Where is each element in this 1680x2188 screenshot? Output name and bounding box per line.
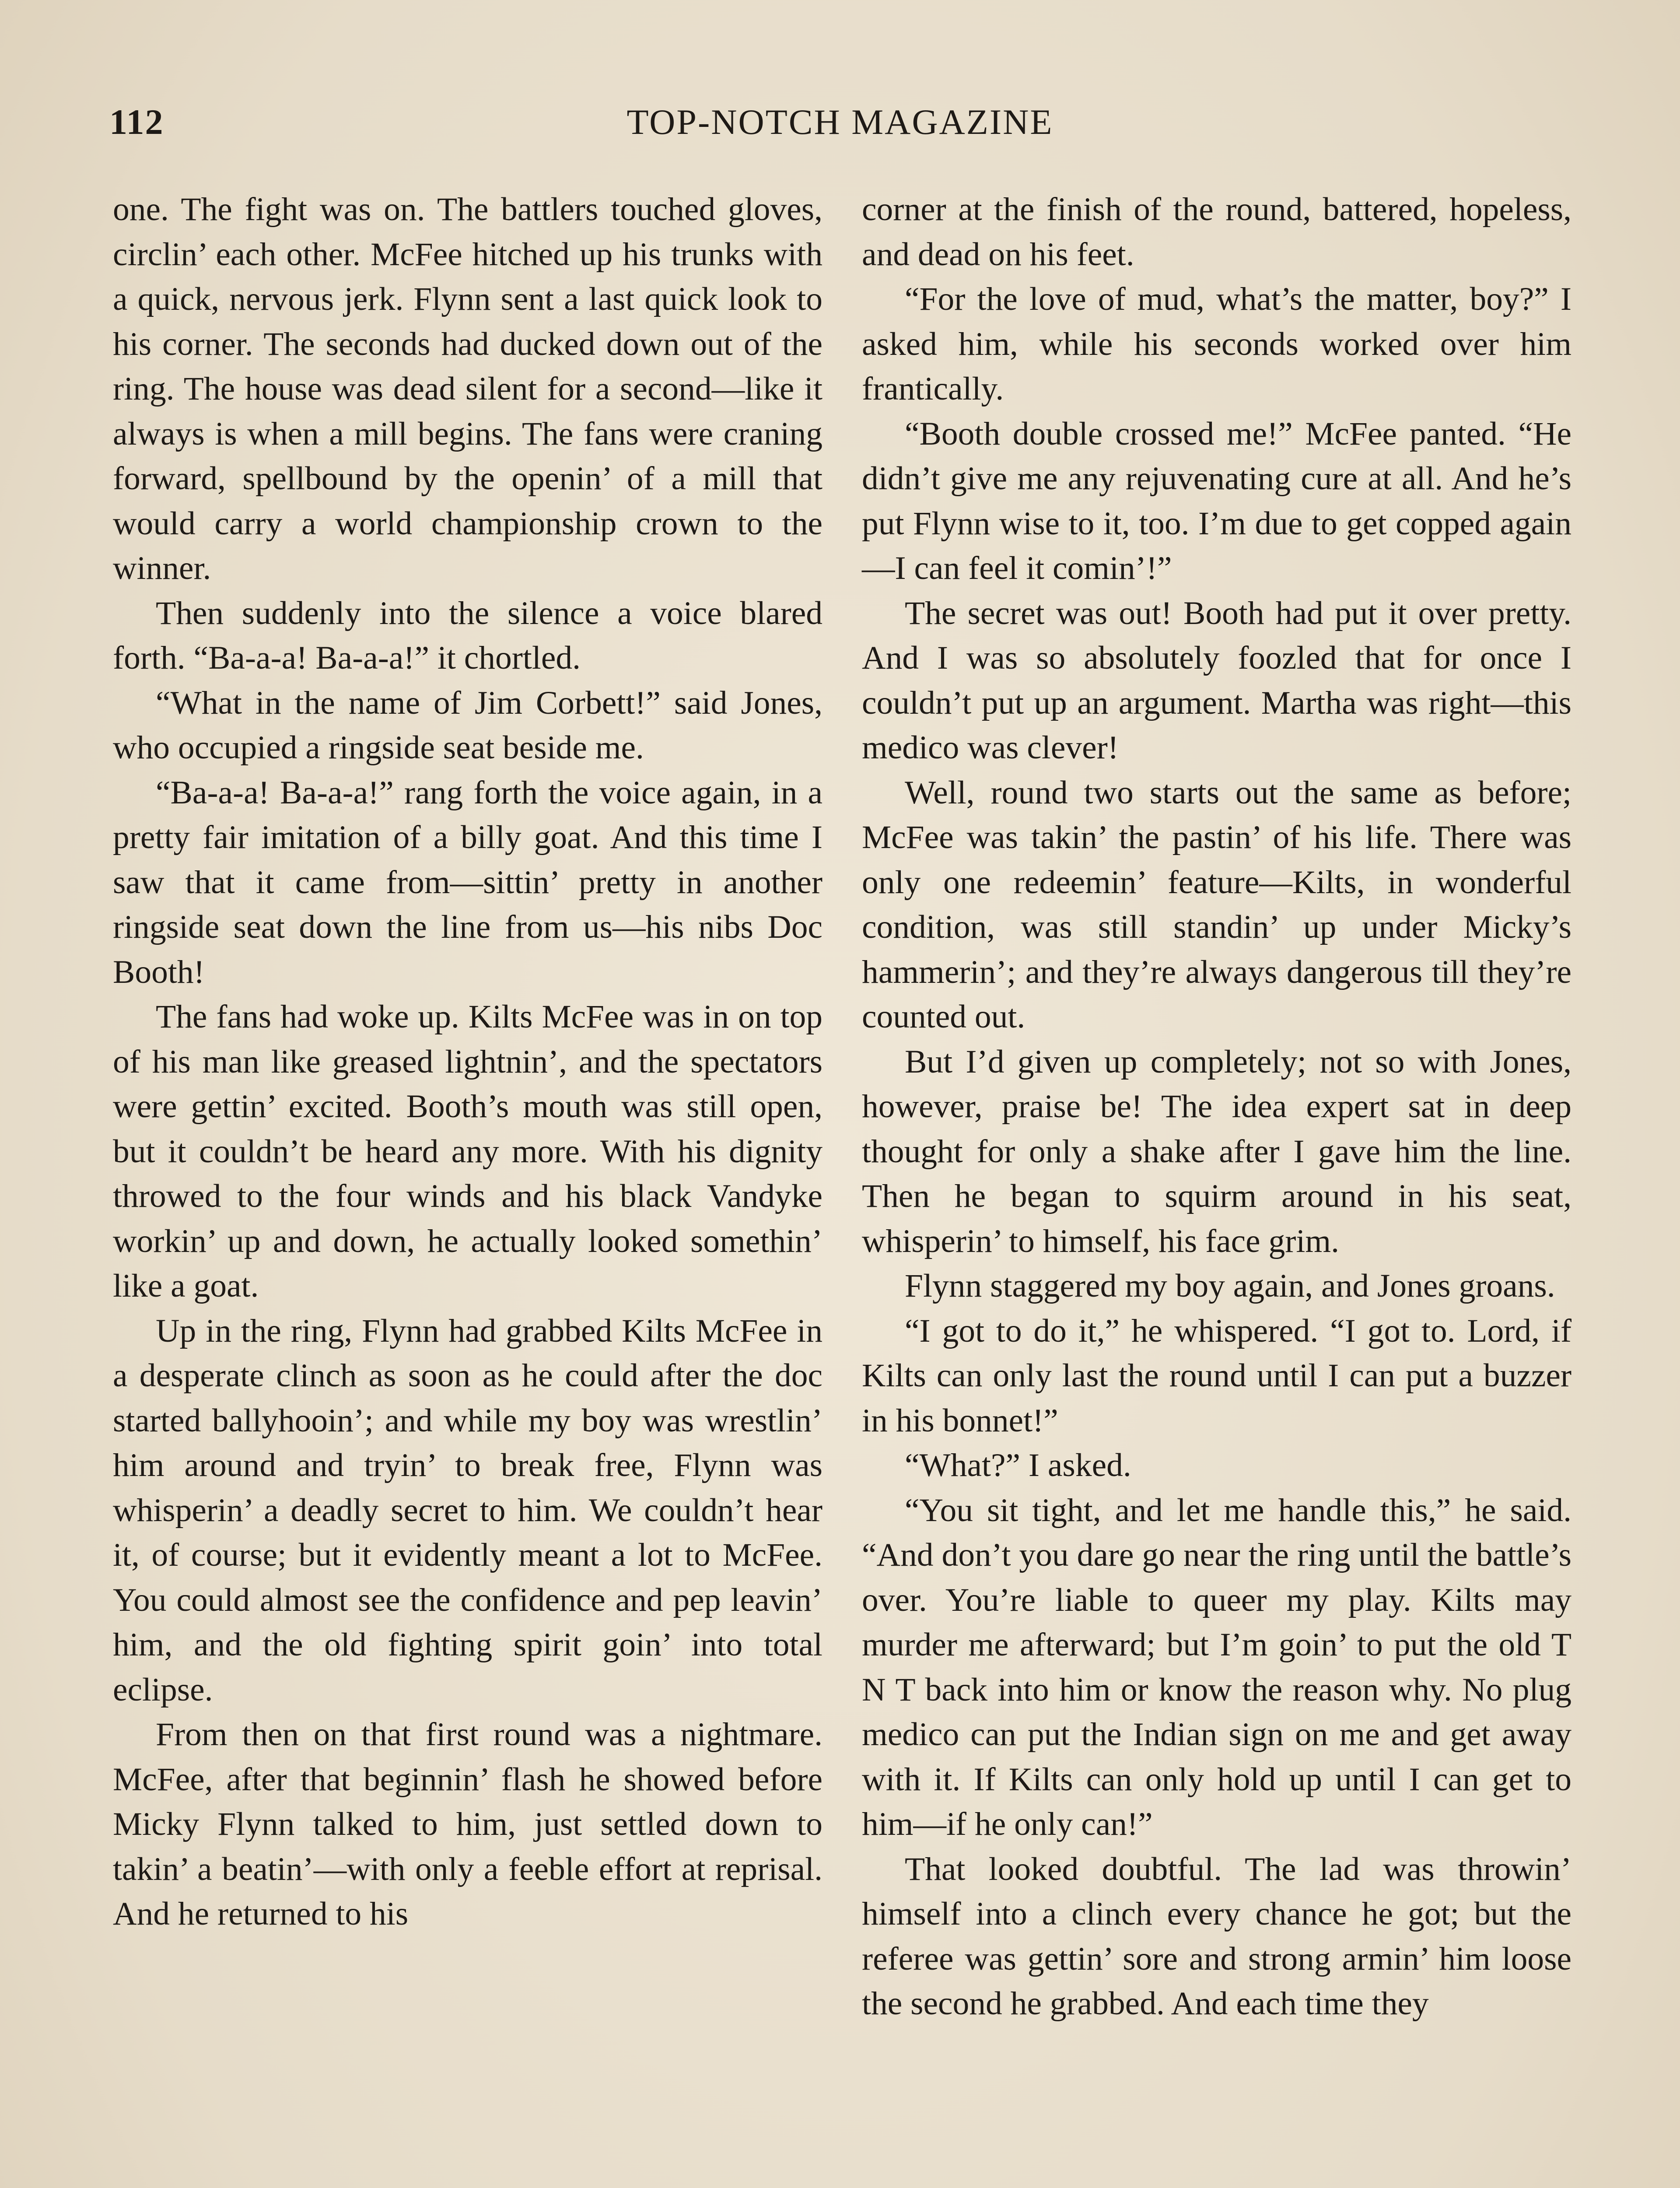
paragraph: The secret was out! Booth had put it over pretty. And I was so absolutely foozled that for once I couldn’t put up an argument. Martha was right—this medico was clever! [862,595,1572,766]
left-column [113,187,822,1937]
paragraph: “What in the name of Jim Corbett!” said Jones, who occupied a ringside seat beside me. [113,684,822,766]
page-number: 112 [109,102,164,142]
paragraph: Up in the ring, Flynn had grabbed Kilts McFee in a desperate clinch as soon as he could after the doc started ballyhooin’; and while my boy was wrestlin’ him around and tryin’ to break free, Flynn was whisperin’ a deadly secret to him. We couldn’t hear it, of course; but it evidently meant a lot to McFee. You could almost see the confidence and pep leavin’ him, and the old fighting spirit goin’ into total eclipse. [113,1312,822,1708]
paragraph: The fans had woke up. Kilts McFee was in on top of his man like greased lightnin’, and the spectators were gettin’ excited. Booth’s mouth was still open, but it couldn’t be heard any more. With his dignity throwed to the four winds and his black Vandyke workin’ up and down, he actually looked somethin’ like a goat. [113,999,822,1304]
paragraph: “I got to do it,” he whispered. “I got to. Lord, if Kilts can only last the round until I can put a buzzer in his bonnet!” [862,1312,1572,1439]
paragraph: Flynn staggered my boy again, and Jones groans. [905,1268,1555,1304]
paragraph: one. The fight was on. The battlers touched gloves, circlin’ each other. McFee hitched up his trunks with a quick, nervous jerk. Flynn sent a last quick look to his corner. The seconds had ducked down out of the ring. The house was dead silent for a second—like it always is when a mill begins. The fans were craning forward, spellbound by the openin’ of a mill that would carry a world championship crown to the winner. [113,191,822,586]
paragraph: “Ba-a-a! Ba-a-a!” rang forth the voice again, in a pretty fair imitation of a billy goat. And this time I saw that it came from—sittin’ pretty in another ringside seat down the line from us—his nibs Doc Booth! [113,774,822,990]
paragraph: “You sit tight, and let me handle this,” he said. “And don’t you dare go near the ring until the battle’s over. You’re liable to queer my play. Kilts may murder me afterward; but I’m goin’ to put the old T N T back into him or know the reason why. No plug medico can put the Indian sign on me and get away with it. If Kilts can only hold up until I can get to him—if he only can!” [862,1492,1572,1842]
running-title: TOP-NOTCH MAGAZINE [626,102,1054,142]
paragraph: Then suddenly into the silence a voice blared forth. “Ba-a-a! Ba-a-a!” it chortled. [113,595,822,676]
paragraph: But I’d given up completely; not so with Jones, however, praise be! The idea expert sat in deep thought for only a shake after I gave him the line. Then he began to squirm around in his seat, whisperin’ to himself, his face grim. [862,1043,1572,1259]
paragraph: corner at the finish of the round, battered, hopeless, and dead on his feet. [862,191,1572,273]
paragraph: “For the love of mud, what’s the matter, boy?” I asked him, while his seconds worked over him frantically. [862,281,1572,407]
right-column [862,187,1572,2027]
paragraph: “Booth double crossed me!” McFee panted. “He didn’t give me any rejuvenating cure at all. And he’s put Flynn wise to it, too. I’m due to get copped again—I can feel it comin’!” [862,415,1572,586]
paragraph: That looked doubtful. The lad was throwin’ himself into a clinch every chance he got; but the referee was gettin’ sore and strong armin’ him loose the second he grabbed. And each time they [862,1851,1572,2022]
paragraph: Well, round two starts out the same as before; McFee was takin’ the pastin’ of his life. There was only one redeemin’ feature—Kilts, in wonderful condition, was still standin’ up under Micky’s hammerin’; and they’re always dangerous till they’re counted out. [862,774,1572,1035]
paragraph: “What?” I asked. [905,1447,1131,1483]
page-header [109,102,1571,150]
paragraph: From then on that first round was a nightmare. McFee, after that beginnin’ flash he showed before Micky Flynn talked to him, just settled down to takin’ a beatin’—with only a feeble effort at reprisal. And he returned to his [113,1716,822,1932]
